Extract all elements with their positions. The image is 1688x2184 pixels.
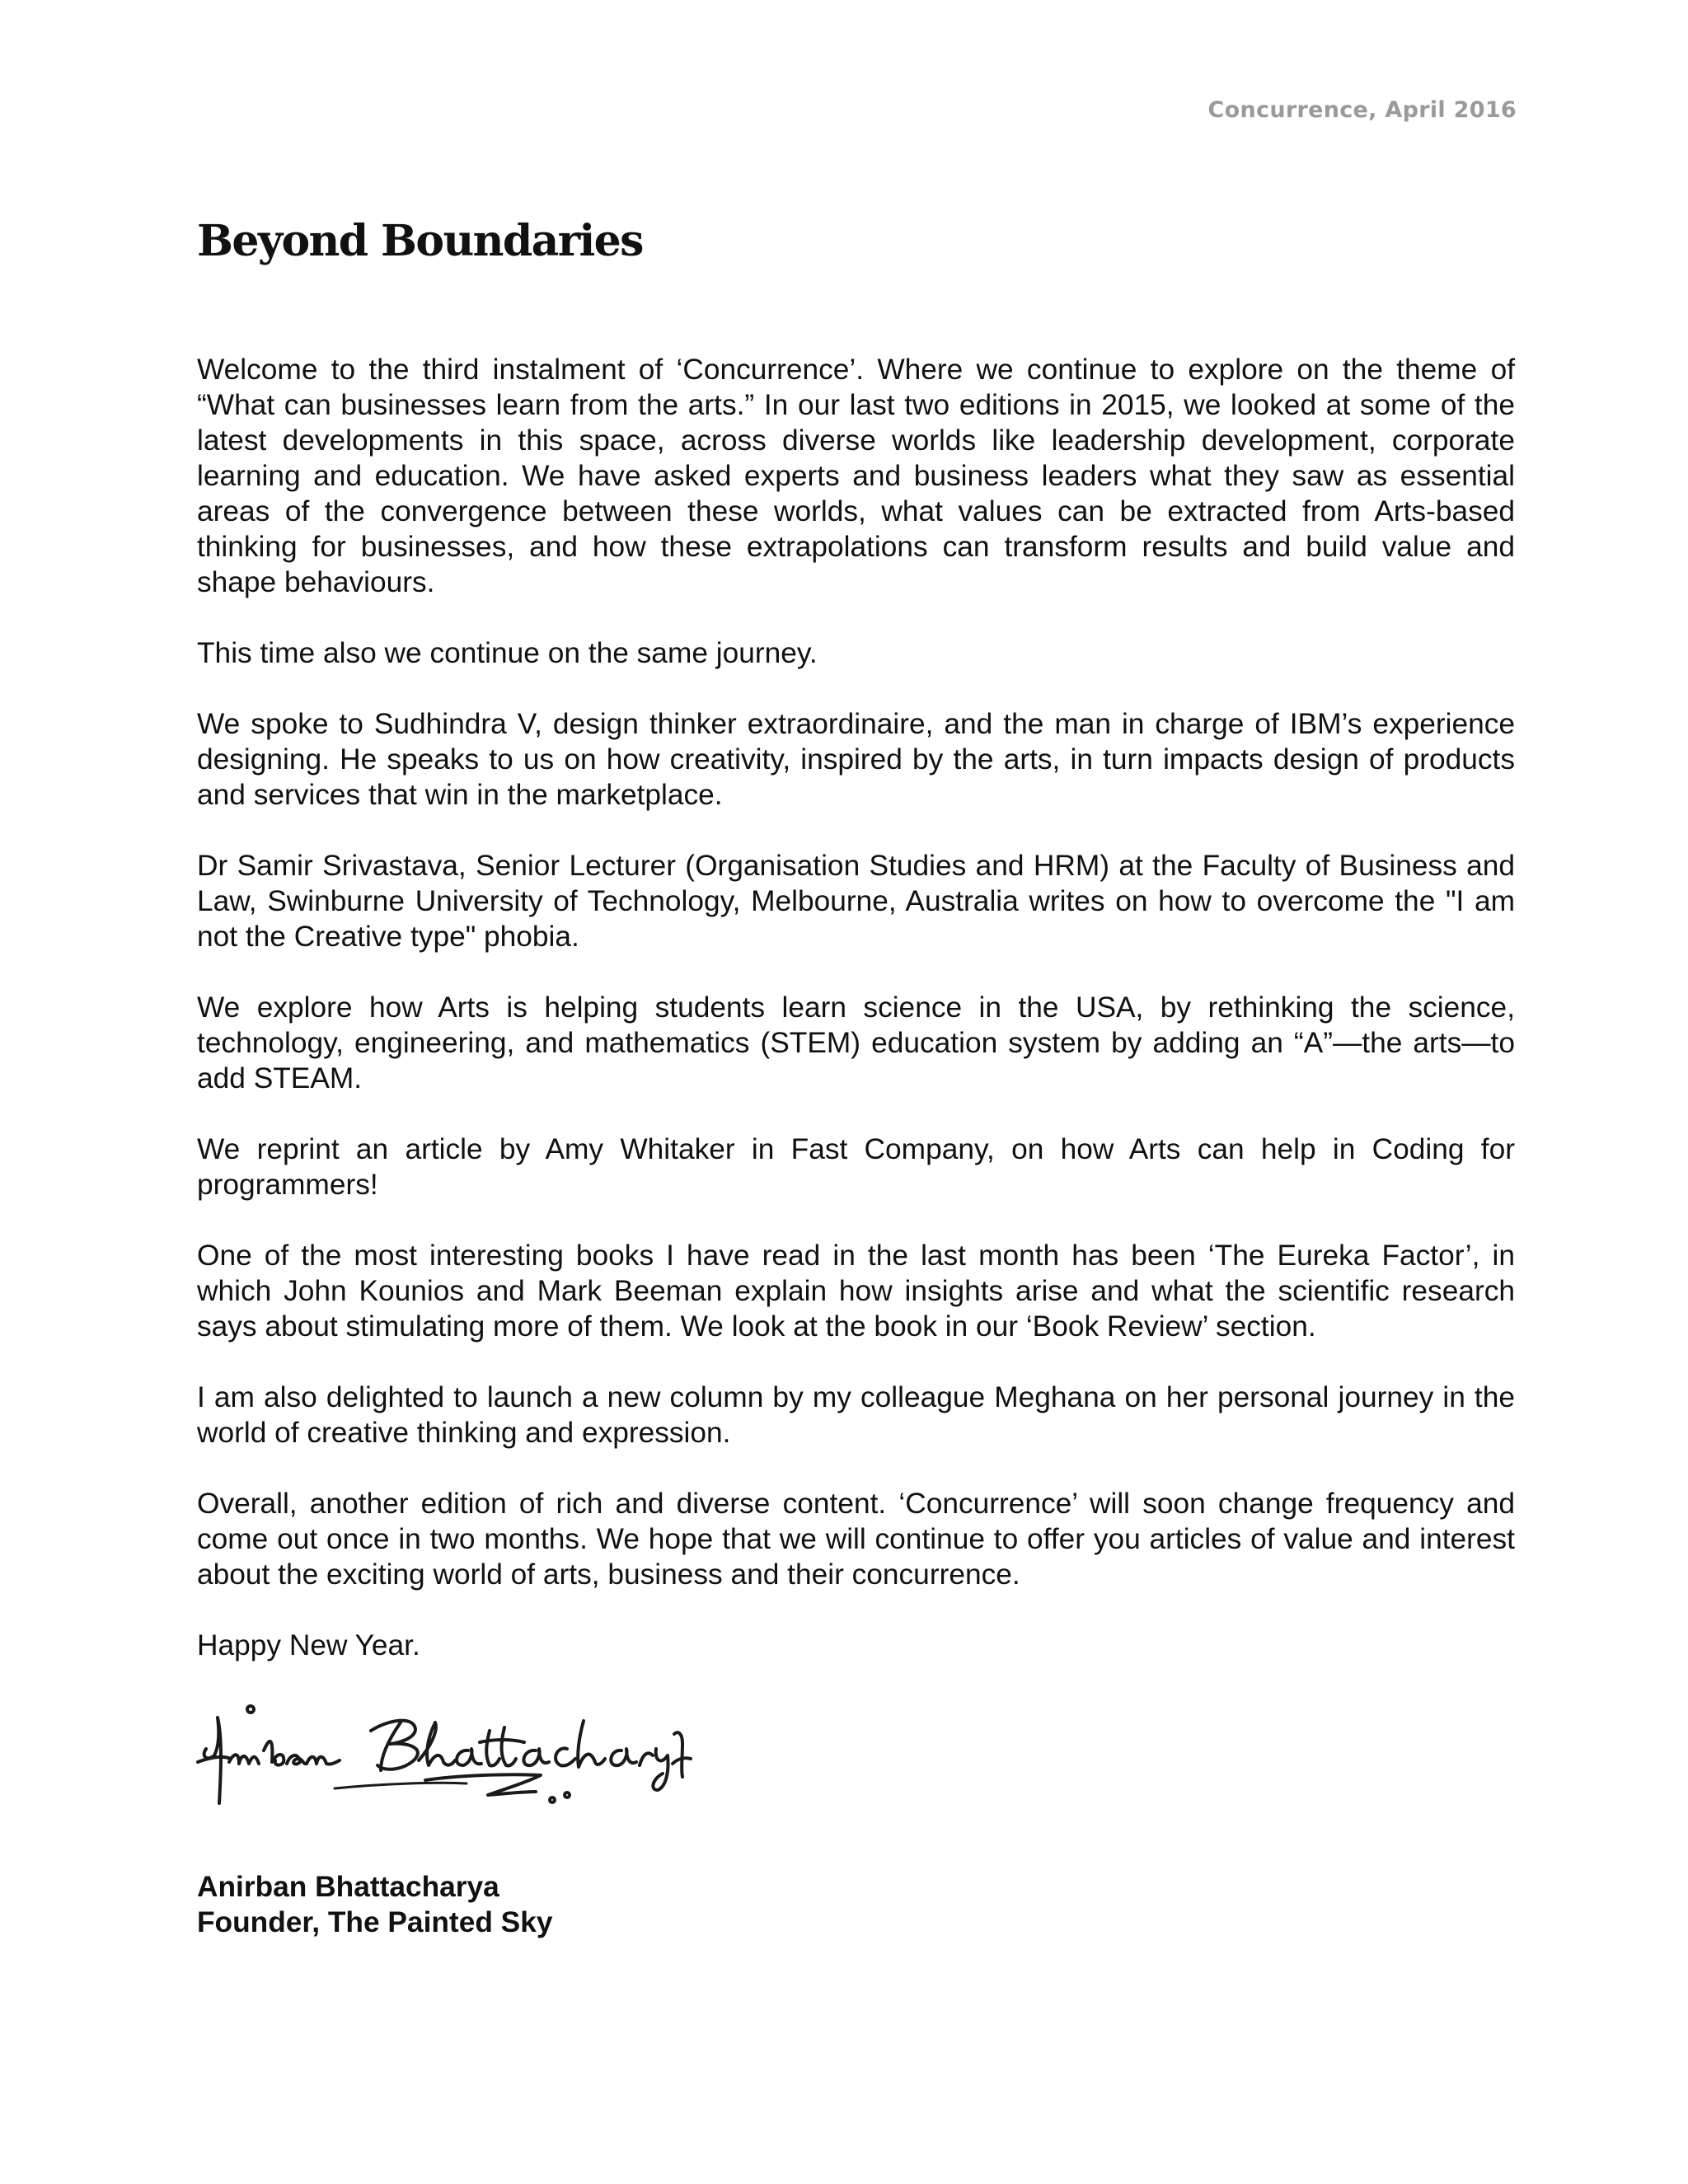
- signature-stroke: [486, 1731, 499, 1765]
- signature-dot: [550, 1797, 555, 1802]
- signature-stroke: [198, 1757, 231, 1762]
- signature-stroke: [653, 1749, 668, 1790]
- paragraph-journey: This time also we continue on the same journey.: [197, 637, 818, 669]
- signature-stroke: [457, 1749, 481, 1765]
- signature-dot: [247, 1706, 254, 1713]
- signature-underline: [335, 1783, 467, 1788]
- author-name: Anirban Bhattacharya: [197, 1871, 499, 1903]
- signature-stroke: [556, 1748, 575, 1765]
- signature-dot: [565, 1793, 570, 1797]
- paragraph-welcome: Welcome to the third instalment of ‘Concurrence’. Where we continue to explore on the theme of “What can businesses learn from the arts.” In our last two editions in 2015, we looked at some of the latest developments in this space, across diverse worlds like leadership development, corporate learning and education. We have asked experts and business leaders what they saw as essential areas of the convergence between these worlds, what values can be extracted from Arts-based thinking for businesses, and how these extrapolations can transform results and build value and shape behaviours.: [197, 354, 1515, 598]
- paragraph-happy-new-year: Happy New Year.: [197, 1629, 420, 1661]
- paragraph-amy-whitaker: We reprint an article by Amy Whitaker in Fast Company, on how Arts can help in Coding for programmers!: [197, 1133, 1515, 1201]
- author-title: Founder, The Painted Sky: [197, 1906, 553, 1938]
- signature-stroke: [371, 1721, 418, 1769]
- article-body: [197, 352, 1515, 1699]
- signature-stroke: [523, 1749, 549, 1765]
- paragraph-sudhindra: We spoke to Sudhindra V, design thinker extraordinaire, and the man in charge of IBM’s experience designing. He speaks to us on how creativity, inspired by the arts, in turn impacts design of products and services that win in the marketplace.: [197, 708, 1515, 811]
- signature-stroke: [229, 1755, 259, 1764]
- article-title: Beyond Boundaries: [197, 216, 643, 266]
- signature-stroke: [502, 1727, 517, 1765]
- signature-stroke: [578, 1721, 605, 1767]
- signature-stroke: [381, 1722, 401, 1770]
- signature-underline: [425, 1774, 541, 1795]
- signature-stroke: [264, 1741, 284, 1765]
- paragraph-overall: Overall, another edition of rich and diverse content. ‘Concurrence’ will soon change frequency and come out once in two months. We hope that we will continue to offer you articles of value and interest about the exciting world of arts, business and their concurrence.: [197, 1488, 1515, 1591]
- signature-stroke: [640, 1753, 653, 1765]
- paragraph-new-column: I am also delighted to launch a new column by my colleague Meghana on her personal journey in the world of creative thinking and expression.: [197, 1381, 1515, 1449]
- signature-stroke: [674, 1732, 682, 1777]
- paragraph-eureka-factor: One of the most interesting books I have read in the last month has been ‘The Eureka Factor’, in which John Kounios and Mark Beeman explain how insights arise and what the scientific research says about stimulating more of them. We look at the book in our ‘Book Review’ section.: [197, 1240, 1515, 1343]
- paragraph-samir: Dr Samir Srivastava, Senior Lecturer (Organisation Studies and HRM) at the Faculty of Business and Law, Swinburne University of Technology, Melbourne, Australia writes on how to overcome the "I am not the Creative type" phobia.: [197, 850, 1515, 953]
- signature-stroke: [419, 1722, 455, 1765]
- paragraph-steam: We explore how Arts is helping students learn science in the USA, by rethinking the science, technology, engineering, and mathematics (STEM) education system by adding an “A”—the arts—to add STEAM.: [197, 991, 1515, 1094]
- signature-stroke: [611, 1749, 636, 1765]
- handwritten-signature: [195, 1698, 697, 1821]
- signature-stroke: [287, 1755, 305, 1765]
- signature-stroke: [307, 1757, 340, 1765]
- publication-issue-label: Concurrence, April 2016: [1207, 97, 1517, 123]
